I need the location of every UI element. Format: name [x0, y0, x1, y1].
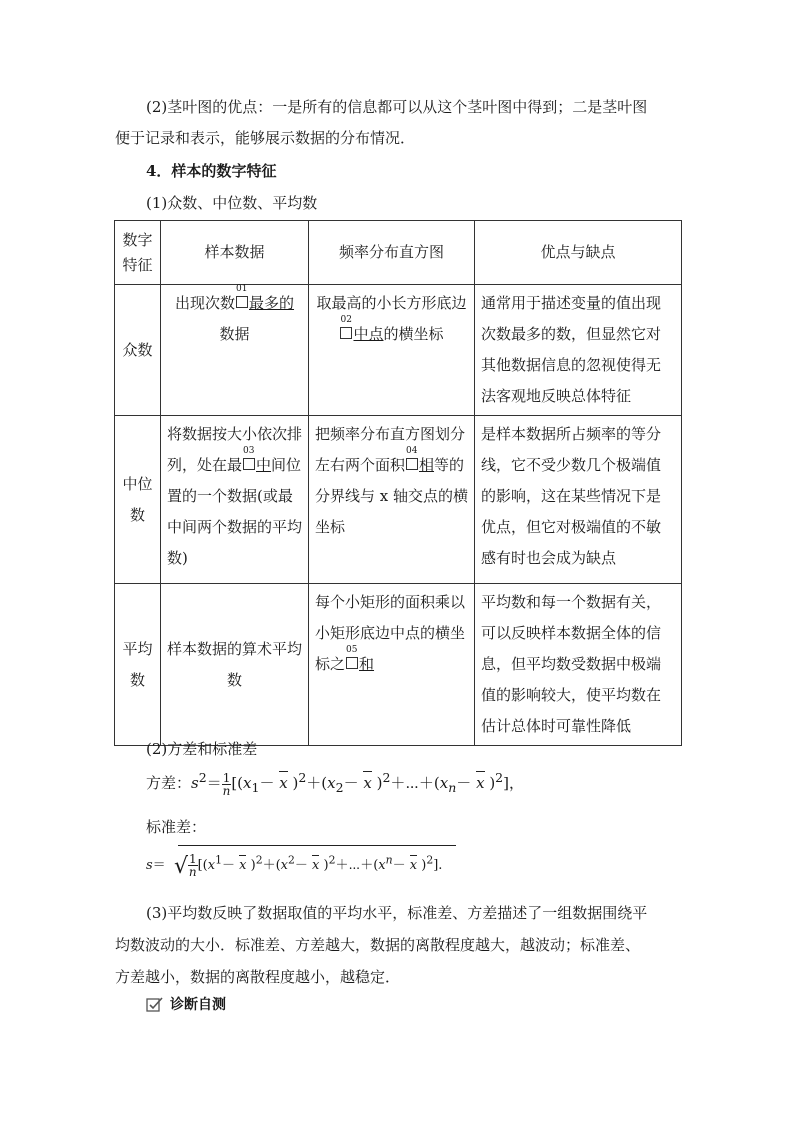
table-header-row [115, 221, 682, 285]
answer-text: 中点 [353, 325, 384, 343]
sample-cell [161, 285, 309, 416]
paragraph-3-line-2: 均数波动的大小．标准差、方差越大，数据的离散程度越大，越波动；标准差、 [115, 936, 641, 954]
answer-text: 和 [359, 655, 375, 673]
histogram-cell [309, 285, 475, 416]
row-name: 众数 [115, 285, 161, 416]
blank-box-icon [346, 645, 358, 669]
blank-number: 02 [340, 315, 352, 325]
blank-box-icon [340, 315, 352, 339]
table-row [115, 285, 682, 416]
paragraph-2-line-1: (2)茎叶图的优点：一是所有的信息都可以从这个茎叶图中得到；二是茎叶图 [146, 98, 648, 116]
pros-cons-cell: 平均数和每一个数据有关，可以反映样本数据全体的信息，但平均数受数据中极端值的影响较大，使平均数在估计总体时可靠性降低 [475, 584, 682, 746]
blank-number: 04 [406, 446, 418, 456]
histogram-cell [309, 416, 475, 584]
sample-text: 出现次数 [174, 294, 235, 312]
histogram-text: 取最高的小长方形底边 [316, 294, 467, 312]
blank-box-icon [243, 446, 255, 470]
sample-cell: 样本数据的算术平均数 [161, 584, 309, 746]
diagnosis-heading [146, 994, 226, 1014]
sample-text: 数据 [219, 325, 250, 343]
header-cell: 样本数据 [161, 221, 309, 285]
table-row [115, 416, 682, 584]
table-row [115, 584, 682, 746]
pros-cons-cell: 通常用于描述变量的值出现次数最多的数，但显然它对其他数据信息的忽视使得无法客观地反映总体特征 [475, 285, 682, 416]
answer-text: 中 [256, 456, 272, 474]
row-name: 中位数 [115, 416, 161, 584]
blank-number: 01 [236, 284, 248, 294]
blank-box-icon [236, 284, 248, 308]
header-cell: 频率分布直方图 [309, 221, 475, 285]
sqrt-bar [178, 845, 456, 846]
blank-number: 03 [243, 446, 255, 456]
histogram-text: 等的分界线与 x 轴交点的横坐标 [315, 456, 468, 536]
pros-cons-cell: 是样本数据所占频率的等分线，它不受少数几个极端值的影响，这在某些情况下是优点，但它对极端值的不敏感有时也会成为缺点 [475, 416, 682, 584]
section-4-heading: 4．样本的数字特征 [146, 162, 277, 180]
paragraph-3-line-1: (3)平均数反映了数据取值的平均水平，标准差、方差描述了一组数据围绕平 [146, 904, 648, 922]
sample-text: 将数据按大小依次排列，处在最 [167, 425, 303, 474]
std-label: 标准差： [146, 818, 207, 836]
paragraph-3-line-3: 方差越小，数据的离散程度越小，越稳定． [115, 968, 401, 986]
subsection-2-heading: (2)方差和标准差 [146, 740, 258, 758]
sample-cell [161, 416, 309, 584]
variance-formula: 方差：$s^2=$ $\frac{1}{n}$ [($x_1- x$ )$^2+(x_2- x$ )$^2+\cdots+(x_n- x$ )$^2$]， [146, 770, 524, 798]
checkbox-pencil-icon [146, 996, 164, 1012]
histogram-text: 每个小矩形的面积乘以小矩形底边中点的横坐标之 [315, 593, 466, 673]
variance-label: 方差： [146, 774, 192, 792]
histogram-text: 把频率分布直方图划分左右两个面积 [315, 425, 466, 474]
paragraph-2-line-2: 便于记录和表示，能够展示数据的分布情况． [115, 129, 416, 147]
diagnosis-label: 诊断自测 [170, 997, 226, 1013]
blank-box-icon [406, 446, 418, 470]
histogram-cell [309, 584, 475, 746]
std-formula: s＝ √ $\frac{1}{n}$ [($x^1- x$ )$^2+(x^2- x$ )$^2+\cdots+(x^n- x$ )$^2$]. [146, 852, 443, 879]
subsection-1-heading: (1)众数、中位数、平均数 [146, 194, 318, 212]
histogram-text: 的横坐标 [383, 325, 444, 343]
answer-text: 相 [419, 456, 435, 474]
header-cell: 优点与缺点 [475, 221, 682, 285]
header-cell: 数字特征 [115, 221, 161, 285]
blank-number: 05 [346, 645, 358, 655]
answer-text: 最多的 [249, 294, 295, 312]
row-name: 平均数 [115, 584, 161, 746]
statistics-table [114, 220, 682, 746]
sample-text: 间位置的一个数据(或最中间两个数据的平均数) [167, 456, 303, 567]
